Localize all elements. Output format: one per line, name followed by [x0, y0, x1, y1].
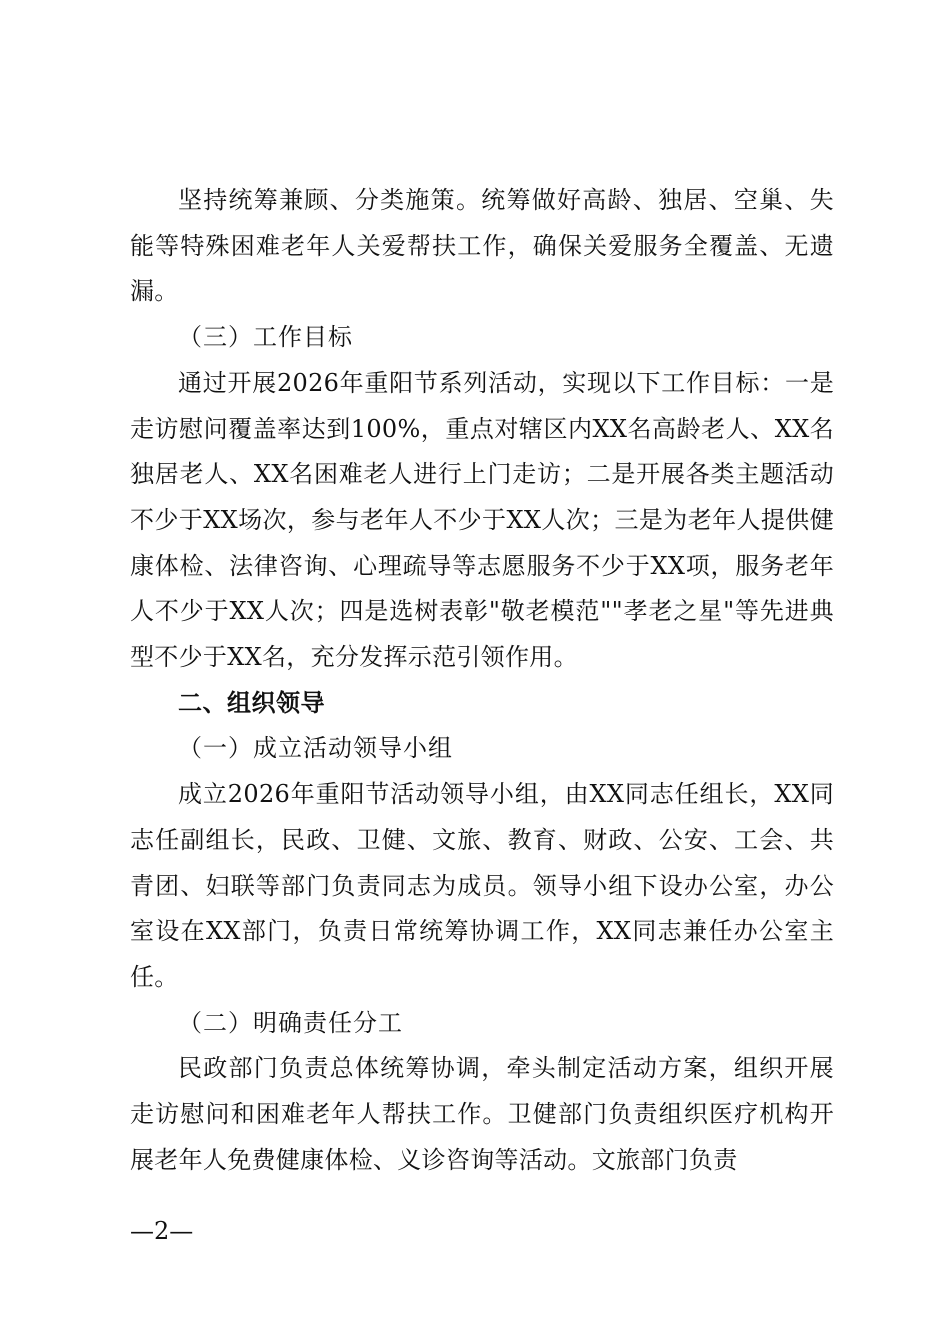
subheading-work-goals: （三）工作目标 — [178, 323, 353, 352]
paragraph-principle: 坚持统筹兼顾、分类施策。统筹做好高龄、独居、空巢、失能等特殊困难老年人关爱帮扶工作，确保关爱服务全覆盖、无遗漏。 — [130, 186, 834, 306]
subheading-responsibilities: （二）明确责任分工 — [178, 1008, 403, 1037]
document-body — [130, 178, 834, 1183]
page-number: —2— — [130, 1217, 194, 1245]
subheading-leading-group: （一）成立活动领导小组 — [178, 734, 453, 763]
paragraph-work-goals: 通过开展2026年重阳节系列活动，实现以下工作目标：一是走访慰问覆盖率达到100%，重点对辖区内XX名高龄老人、XX名独居老人、XX名困难老人进行上门走访；二是开展各类主题活动不少于XX场次，参与老年人不少于XX人次；三是为老年人提供健康体检、法律咨询、心理疏导等志愿服务不少于XX项，服务老年人不少于XX人次；四是选树表彰"敬老模范""孝老之星"等先进典型不少于XX名，充分发挥示范引领作用。 — [130, 368, 834, 672]
heading-organization-leadership: 二、组织领导 — [178, 688, 325, 717]
paragraph-leading-group: 成立2026年重阳节活动领导小组，由XX同志任组长，XX同志任副组长，民政、卫健、文旅、教育、财政、公安、工会、共青团、妇联等部门负责同志为成员。领导小组下设办公室，办公室设在XX部门，负责日常统筹协调工作，XX同志兼任办公室主任。 — [130, 780, 834, 991]
paragraph-responsibilities: 民政部门负责总体统筹协调，牵头制定活动方案，组织开展走访慰问和困难老年人帮扶工作。卫健部门负责组织医疗机构开展老年人免费健康体检、义诊咨询等活动。文旅部门负责 — [130, 1054, 834, 1174]
